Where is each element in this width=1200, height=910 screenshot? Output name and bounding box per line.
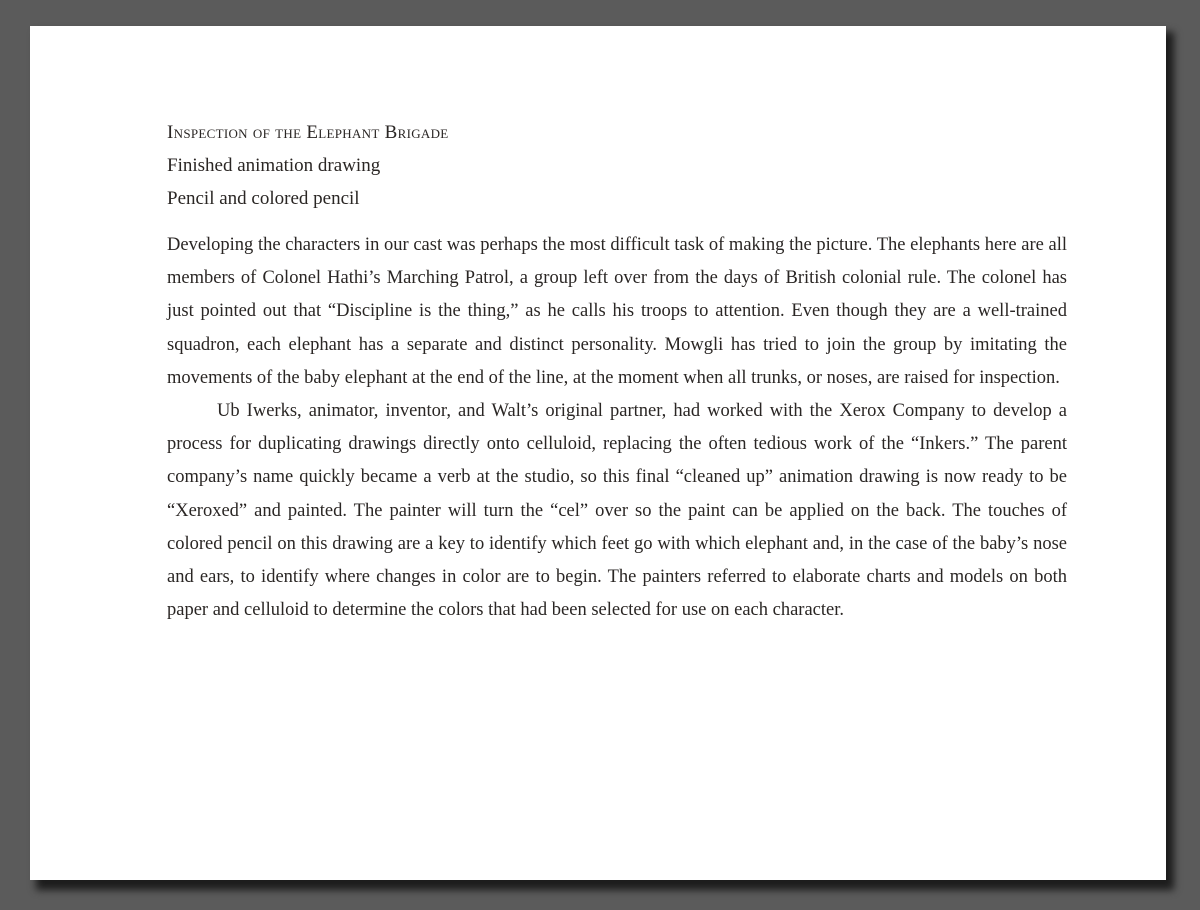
artwork-title: Inspection of the Elephant Brigade — [167, 122, 449, 143]
body-text — [167, 229, 1067, 627]
page-content — [167, 116, 1067, 627]
document-page — [30, 26, 1166, 880]
paragraph-1: Developing the characters in our cast was perhaps the most difficult task of making the picture. The elephants here are all members of Colonel Hathi’s Marching Patrol, a group left over from the days of British colonial rule. The colonel has just pointed out that “Discipline is the thing,” as he calls his troops to attention. Even though they are a well-trained squadron, each elephant has a separate and distinct personality. Mowgli has tried to join the group by imitating the movements of the baby elephant at the end of the line, at the moment when all trunks, or noses, are raised for inspection. — [167, 235, 1067, 388]
artwork-materials: Pencil and colored pencil — [167, 188, 360, 209]
artwork-medium-type: Finished animation drawing — [167, 155, 381, 176]
paragraph-2: Ub Iwerks, animator, inventor, and Walt’s original partner, had worked with the Xerox Company to develop a process for duplicating drawings directly onto celluloid, replacing the often tedious work of the “Inkers.” The parent company’s name quickly became a verb at the studio, so this final “cleaned up” animation drawing is now ready to be “Xeroxed” and painted. The painter will turn the “cel” over so the paint can be applied on the back. The touches of colored pencil on this drawing are a key to identify which feet go with which elephant and, in the case of the baby’s nose and ears, to identify where changes in color are to begin. The painters referred to elaborate charts and models on both paper and celluloid to determine the colors that had been selected for use on each character. — [167, 401, 1067, 621]
